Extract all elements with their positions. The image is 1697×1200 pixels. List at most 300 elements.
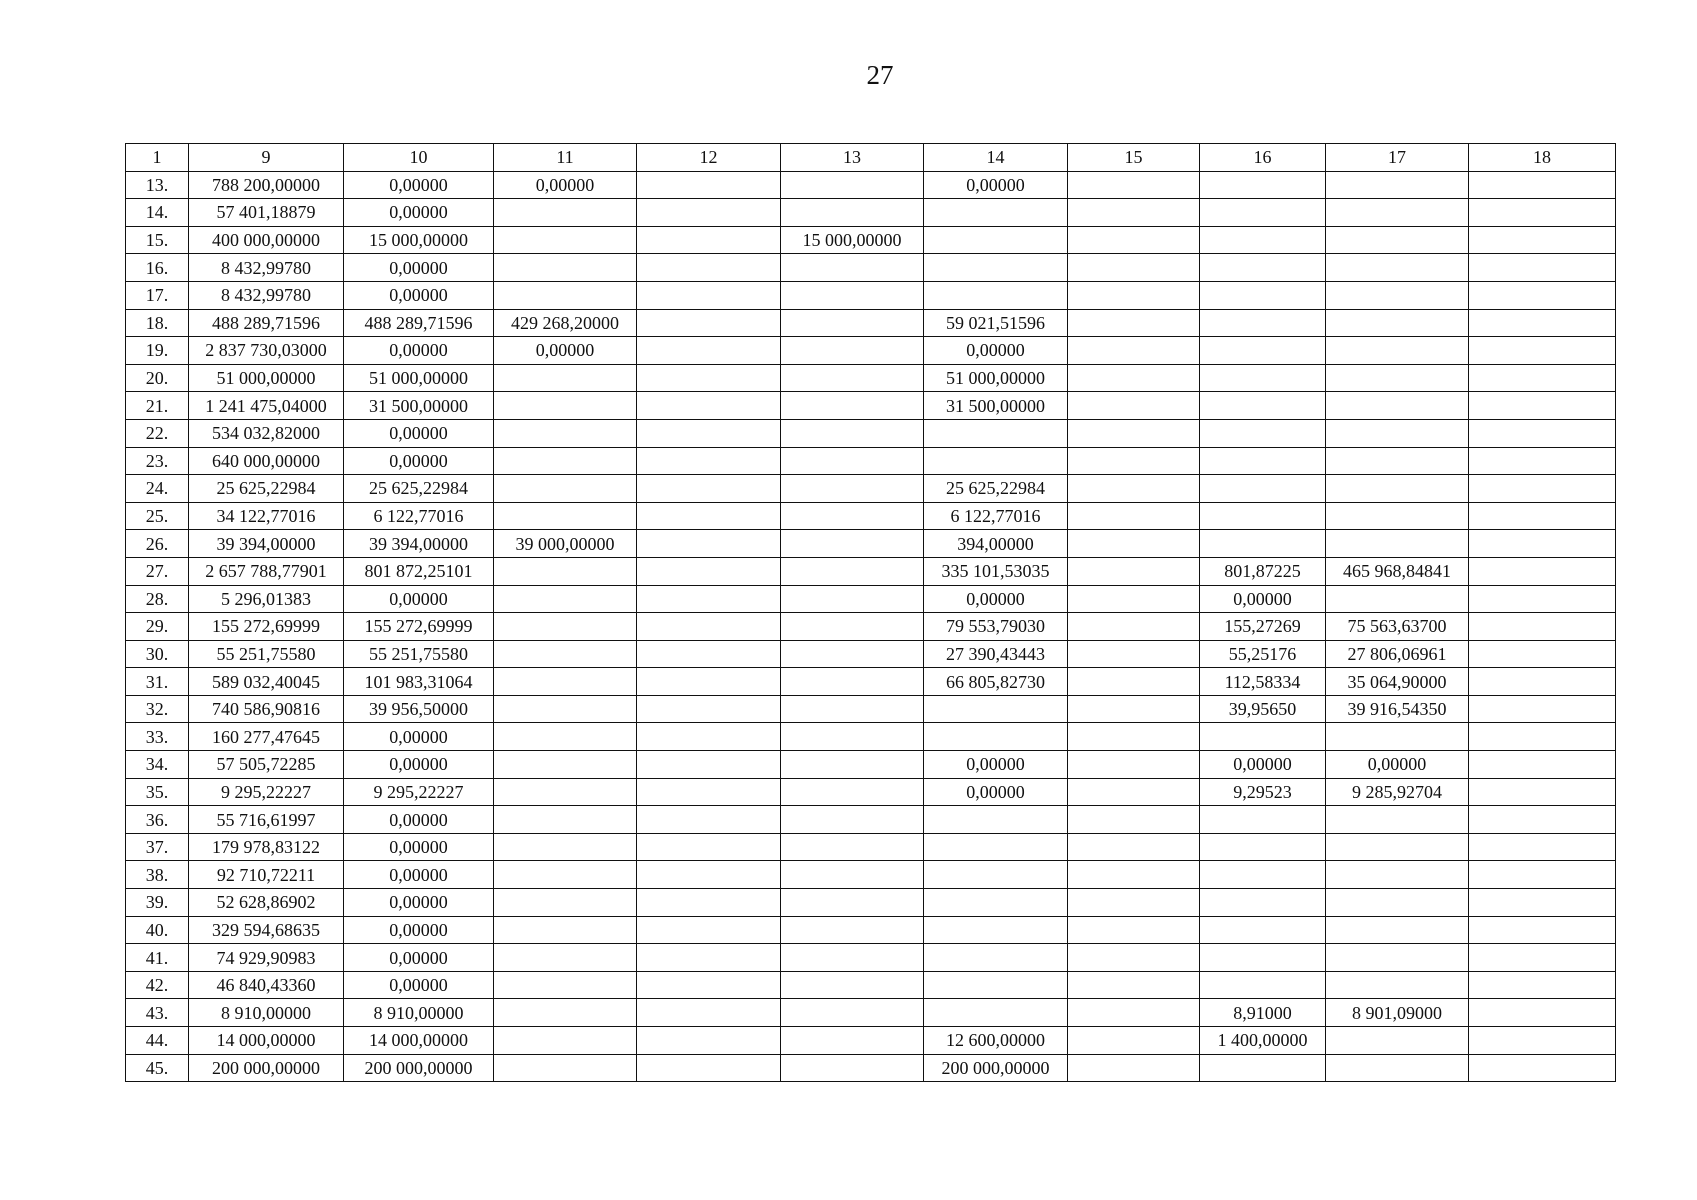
table-cell <box>1469 337 1616 365</box>
table-cell <box>781 668 924 696</box>
table-row <box>126 613 1616 641</box>
table-row <box>126 364 1616 392</box>
table-cell: 200 000,00000 <box>344 1054 494 1082</box>
row-number-cell: 17. <box>126 281 189 309</box>
table-cell: 400 000,00000 <box>189 226 344 254</box>
table-cell <box>1200 916 1326 944</box>
table-cell <box>1068 226 1200 254</box>
table-cell <box>781 530 924 558</box>
table-cell <box>1326 530 1469 558</box>
row-number-cell: 44. <box>126 1027 189 1055</box>
table-cell <box>924 806 1068 834</box>
table-cell <box>1068 944 1200 972</box>
table-cell: 9 295,22227 <box>189 778 344 806</box>
table-cell <box>781 613 924 641</box>
table-cell <box>781 833 924 861</box>
table-cell: 2 837 730,03000 <box>189 337 344 365</box>
table-row <box>126 695 1616 723</box>
table-cell <box>494 557 637 585</box>
table-cell <box>781 861 924 889</box>
table-cell <box>637 751 781 779</box>
page-number: 27 <box>866 60 894 90</box>
table-cell <box>637 1027 781 1055</box>
table-cell <box>1326 502 1469 530</box>
table-cell: 0,00000 <box>344 889 494 917</box>
table-cell <box>1469 392 1616 420</box>
table-cell <box>1469 364 1616 392</box>
table-row <box>126 309 1616 337</box>
table-cell: 155 272,69999 <box>344 613 494 641</box>
row-number-cell: 18. <box>126 309 189 337</box>
table-cell <box>1200 226 1326 254</box>
column-header-10: 10 <box>344 144 494 172</box>
table-cell <box>494 199 637 227</box>
table-row <box>126 751 1616 779</box>
table-cell: 39 956,50000 <box>344 695 494 723</box>
table-cell: 329 594,68635 <box>189 916 344 944</box>
table-cell: 31 500,00000 <box>344 392 494 420</box>
table-cell: 6 122,77016 <box>344 502 494 530</box>
table-row <box>126 226 1616 254</box>
table-cell <box>924 916 1068 944</box>
table-cell <box>1068 309 1200 337</box>
table-cell <box>1068 392 1200 420</box>
table-cell <box>637 171 781 199</box>
table-cell: 801,87225 <box>1200 557 1326 585</box>
table-cell <box>637 806 781 834</box>
table-cell <box>781 364 924 392</box>
table-cell <box>781 751 924 779</box>
table-cell <box>1068 889 1200 917</box>
table-cell <box>1068 1027 1200 1055</box>
row-number-cell: 27. <box>126 557 189 585</box>
table-row <box>126 778 1616 806</box>
table-cell <box>1469 585 1616 613</box>
table-cell <box>1326 806 1469 834</box>
table-cell: 0,00000 <box>344 751 494 779</box>
table-cell <box>637 502 781 530</box>
column-header-18: 18 <box>1469 144 1616 172</box>
table-cell <box>494 889 637 917</box>
row-number-cell: 34. <box>126 751 189 779</box>
table-cell <box>1326 833 1469 861</box>
table-cell: 0,00000 <box>344 419 494 447</box>
table-cell: 179 978,83122 <box>189 833 344 861</box>
table-row <box>126 392 1616 420</box>
table-cell <box>1469 695 1616 723</box>
table-cell <box>924 723 1068 751</box>
table-cell <box>1469 226 1616 254</box>
table-cell <box>637 889 781 917</box>
table-cell: 801 872,25101 <box>344 557 494 585</box>
row-number-cell: 38. <box>126 861 189 889</box>
table-cell <box>494 502 637 530</box>
table-cell: 0,00000 <box>344 585 494 613</box>
table-cell <box>1469 723 1616 751</box>
table-row <box>126 971 1616 999</box>
table-cell: 15 000,00000 <box>781 226 924 254</box>
table-cell: 27 390,43443 <box>924 640 1068 668</box>
table-row <box>126 668 1616 696</box>
table-cell <box>494 585 637 613</box>
table-cell <box>494 447 637 475</box>
row-number-cell: 33. <box>126 723 189 751</box>
table-cell <box>1326 585 1469 613</box>
table-cell <box>781 585 924 613</box>
table-cell <box>494 613 637 641</box>
table-cell: 0,00000 <box>344 199 494 227</box>
table-cell: 8 432,99780 <box>189 281 344 309</box>
table-cell <box>1469 944 1616 972</box>
table-cell <box>637 199 781 227</box>
table-cell <box>494 999 637 1027</box>
table-cell <box>924 419 1068 447</box>
table-cell <box>1200 806 1326 834</box>
table-cell <box>1200 475 1326 503</box>
table-cell <box>1068 502 1200 530</box>
table-row <box>126 1054 1616 1082</box>
table-cell <box>1469 751 1616 779</box>
table-row <box>126 944 1616 972</box>
table-cell <box>1200 171 1326 199</box>
table-cell: 429 268,20000 <box>494 309 637 337</box>
table-cell <box>494 1027 637 1055</box>
table-cell <box>1200 309 1326 337</box>
table-cell <box>781 1054 924 1082</box>
table-cell: 39,95650 <box>1200 695 1326 723</box>
table-cell <box>781 254 924 282</box>
table-row <box>126 199 1616 227</box>
table-cell: 0,00000 <box>924 585 1068 613</box>
table-cell: 92 710,72211 <box>189 861 344 889</box>
column-header-1: 1 <box>126 144 189 172</box>
table-cell <box>637 585 781 613</box>
table-cell <box>1326 226 1469 254</box>
table-cell <box>1469 1054 1616 1082</box>
table-cell: 9 295,22227 <box>344 778 494 806</box>
table-cell <box>1068 751 1200 779</box>
table-row <box>126 889 1616 917</box>
table-cell: 9 285,92704 <box>1326 778 1469 806</box>
table-cell <box>494 419 637 447</box>
table-cell: 8,91000 <box>1200 999 1326 1027</box>
table-cell: 101 983,31064 <box>344 668 494 696</box>
table-cell <box>781 944 924 972</box>
table-cell: 155 272,69999 <box>189 613 344 641</box>
table-cell <box>1469 475 1616 503</box>
table-cell <box>1469 640 1616 668</box>
table-cell <box>637 695 781 723</box>
table-row <box>126 806 1616 834</box>
table-cell <box>637 475 781 503</box>
table-cell: 1 241 475,04000 <box>189 392 344 420</box>
table-cell: 39 916,54350 <box>1326 695 1469 723</box>
table-cell <box>1326 309 1469 337</box>
table-cell <box>1200 337 1326 365</box>
table-cell <box>1469 778 1616 806</box>
table-cell <box>1200 889 1326 917</box>
table-cell <box>781 557 924 585</box>
table-cell <box>1469 419 1616 447</box>
table-cell <box>1068 778 1200 806</box>
row-number-cell: 26. <box>126 530 189 558</box>
table-cell <box>637 419 781 447</box>
table-cell <box>494 640 637 668</box>
table-cell <box>1469 971 1616 999</box>
table-cell: 0,00000 <box>344 723 494 751</box>
table-cell <box>494 281 637 309</box>
table-cell <box>494 944 637 972</box>
table-cell: 0,00000 <box>924 337 1068 365</box>
row-number-cell: 16. <box>126 254 189 282</box>
table-row <box>126 916 1616 944</box>
table-cell: 0,00000 <box>344 944 494 972</box>
table-cell: 55,25176 <box>1200 640 1326 668</box>
table-cell: 0,00000 <box>924 778 1068 806</box>
table-cell <box>1068 557 1200 585</box>
row-number-cell: 29. <box>126 613 189 641</box>
table-cell: 39 394,00000 <box>344 530 494 558</box>
table-cell <box>1200 447 1326 475</box>
table-cell <box>1068 171 1200 199</box>
row-number-cell: 42. <box>126 971 189 999</box>
table-cell: 5 296,01383 <box>189 585 344 613</box>
table-cell <box>781 475 924 503</box>
table-cell <box>494 751 637 779</box>
row-number-cell: 45. <box>126 1054 189 1082</box>
row-number-cell: 40. <box>126 916 189 944</box>
table-cell <box>1200 419 1326 447</box>
table-cell: 200 000,00000 <box>924 1054 1068 1082</box>
table-cell <box>1469 171 1616 199</box>
row-number-cell: 22. <box>126 419 189 447</box>
table-cell: 52 628,86902 <box>189 889 344 917</box>
table-cell: 0,00000 <box>924 171 1068 199</box>
table-cell <box>1068 447 1200 475</box>
table-header <box>126 144 1616 172</box>
row-number-cell: 36. <box>126 806 189 834</box>
table-cell: 0,00000 <box>1200 585 1326 613</box>
table-cell <box>781 502 924 530</box>
table-cell <box>494 916 637 944</box>
table-row <box>126 557 1616 585</box>
table-row <box>126 254 1616 282</box>
table-cell <box>494 475 637 503</box>
table-cell <box>1326 889 1469 917</box>
row-number-cell: 15. <box>126 226 189 254</box>
table-cell <box>1200 364 1326 392</box>
table-cell <box>781 723 924 751</box>
table-cell <box>1068 971 1200 999</box>
table-cell <box>924 226 1068 254</box>
table-cell <box>494 226 637 254</box>
table-cell <box>924 199 1068 227</box>
table-cell <box>494 778 637 806</box>
table-cell <box>494 833 637 861</box>
table-cell <box>781 778 924 806</box>
table-cell <box>1068 199 1200 227</box>
table-cell: 25 625,22984 <box>344 475 494 503</box>
table-cell: 488 289,71596 <box>344 309 494 337</box>
table-cell <box>781 1027 924 1055</box>
table-cell <box>924 889 1068 917</box>
table-cell <box>781 199 924 227</box>
data-table <box>125 143 1616 1082</box>
table-cell: 200 000,00000 <box>189 1054 344 1082</box>
table-cell <box>637 337 781 365</box>
table-cell: 1 400,00000 <box>1200 1027 1326 1055</box>
row-number-cell: 30. <box>126 640 189 668</box>
table-cell <box>1326 861 1469 889</box>
row-number-cell: 19. <box>126 337 189 365</box>
row-number-cell: 32. <box>126 695 189 723</box>
table-cell: 14 000,00000 <box>344 1027 494 1055</box>
row-number-cell: 23. <box>126 447 189 475</box>
table-cell: 8 901,09000 <box>1326 999 1469 1027</box>
row-number-cell: 31. <box>126 668 189 696</box>
table-cell <box>1326 392 1469 420</box>
table-cell <box>781 806 924 834</box>
table-cell: 0,00000 <box>344 281 494 309</box>
row-number-cell: 35. <box>126 778 189 806</box>
column-header-9: 9 <box>189 144 344 172</box>
table-cell: 0,00000 <box>494 337 637 365</box>
table-cell: 59 021,51596 <box>924 309 1068 337</box>
table-cell: 589 032,40045 <box>189 668 344 696</box>
table-cell <box>1469 668 1616 696</box>
table-cell: 8 432,99780 <box>189 254 344 282</box>
table-cell <box>637 944 781 972</box>
table-cell <box>1469 613 1616 641</box>
table-cell <box>637 226 781 254</box>
table-cell <box>781 337 924 365</box>
table-cell <box>1200 254 1326 282</box>
table-cell: 27 806,06961 <box>1326 640 1469 668</box>
column-header-15: 15 <box>1068 144 1200 172</box>
table-cell <box>1068 723 1200 751</box>
table-cell <box>781 999 924 1027</box>
table-row <box>126 171 1616 199</box>
table-cell <box>1068 281 1200 309</box>
table-cell: 74 929,90983 <box>189 944 344 972</box>
table-cell <box>1068 337 1200 365</box>
table-cell: 75 563,63700 <box>1326 613 1469 641</box>
table-cell <box>1068 916 1200 944</box>
column-header-16: 16 <box>1200 144 1326 172</box>
row-number-cell: 24. <box>126 475 189 503</box>
table-cell: 55 251,75580 <box>189 640 344 668</box>
table-cell <box>637 281 781 309</box>
table-cell: 9,29523 <box>1200 778 1326 806</box>
table-cell <box>1326 475 1469 503</box>
table-row <box>126 999 1616 1027</box>
table-cell: 55 716,61997 <box>189 806 344 834</box>
table-cell <box>1326 171 1469 199</box>
table-cell <box>1200 199 1326 227</box>
table-cell <box>637 613 781 641</box>
table-cell: 0,00000 <box>344 337 494 365</box>
table-cell: 640 000,00000 <box>189 447 344 475</box>
table-cell <box>494 723 637 751</box>
table-cell <box>924 833 1068 861</box>
table-cell <box>1469 281 1616 309</box>
table-cell <box>637 640 781 668</box>
table-cell <box>1068 640 1200 668</box>
table-cell: 0,00000 <box>344 971 494 999</box>
table-cell <box>1068 861 1200 889</box>
table-cell <box>1469 447 1616 475</box>
table-cell <box>494 971 637 999</box>
table-cell: 0,00000 <box>344 171 494 199</box>
table-cell <box>494 254 637 282</box>
table-row <box>126 502 1616 530</box>
table-cell <box>1200 530 1326 558</box>
table-cell <box>781 392 924 420</box>
table-cell: 788 200,00000 <box>189 171 344 199</box>
table-cell <box>637 916 781 944</box>
table-cell <box>781 281 924 309</box>
table-cell <box>1326 1054 1469 1082</box>
table-cell <box>1200 723 1326 751</box>
table-cell <box>1326 281 1469 309</box>
table-body <box>126 171 1616 1082</box>
table-cell <box>1068 585 1200 613</box>
table-row <box>126 723 1616 751</box>
table-cell: 35 064,90000 <box>1326 668 1469 696</box>
table-cell <box>781 916 924 944</box>
table-cell: 57 505,72285 <box>189 751 344 779</box>
table-row <box>126 530 1616 558</box>
table-row <box>126 281 1616 309</box>
table-cell <box>1326 447 1469 475</box>
table-cell: 0,00000 <box>344 447 494 475</box>
row-number-cell: 43. <box>126 999 189 1027</box>
table-cell <box>1200 833 1326 861</box>
table-cell: 488 289,71596 <box>189 309 344 337</box>
table-cell <box>1200 502 1326 530</box>
table-cell: 0,00000 <box>924 751 1068 779</box>
table-cell <box>1469 254 1616 282</box>
table-cell <box>637 971 781 999</box>
table-cell <box>1469 889 1616 917</box>
table-cell: 66 805,82730 <box>924 668 1068 696</box>
table-cell: 51 000,00000 <box>189 364 344 392</box>
table-cell: 55 251,75580 <box>344 640 494 668</box>
table-cell <box>494 695 637 723</box>
table-row <box>126 833 1616 861</box>
row-number-cell: 13. <box>126 171 189 199</box>
table-cell <box>637 254 781 282</box>
table-cell <box>1326 916 1469 944</box>
table-cell <box>637 392 781 420</box>
table-cell <box>1200 944 1326 972</box>
table-cell <box>1068 364 1200 392</box>
table-cell <box>1326 944 1469 972</box>
column-header-13: 13 <box>781 144 924 172</box>
table-cell <box>1068 475 1200 503</box>
table-cell <box>637 309 781 337</box>
table-row <box>126 475 1616 503</box>
column-header-14: 14 <box>924 144 1068 172</box>
column-header-12: 12 <box>637 144 781 172</box>
table-cell <box>924 861 1068 889</box>
table-cell <box>494 806 637 834</box>
table-cell <box>1068 613 1200 641</box>
table-row <box>126 419 1616 447</box>
table-cell <box>1469 557 1616 585</box>
table-cell <box>1326 723 1469 751</box>
header-row <box>126 144 1616 172</box>
